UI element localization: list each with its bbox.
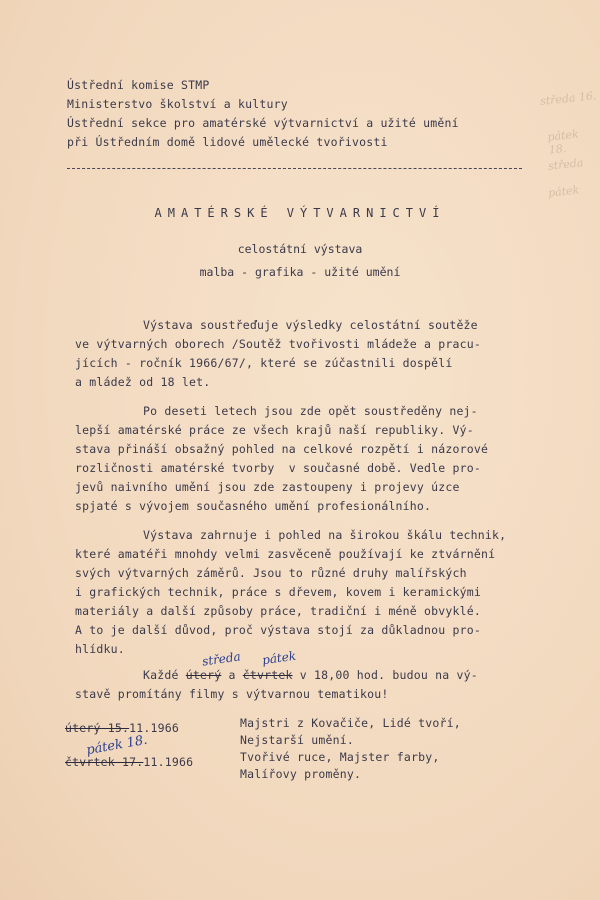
margin-ghost-2: pátek 18.	[546, 127, 580, 157]
para3-line: i grafických technik, práce s dřevem, kovem i keramickými	[75, 585, 482, 599]
handwritten-correction-patek-18: pátek 18.	[85, 732, 149, 759]
document-title: AMATÉRSKÉ VÝTVARNICTVÍ	[154, 206, 446, 220]
para1-line: ve výtvarných oborech /Soutěž tvořivosti mládeže a pracu-	[75, 337, 482, 351]
para3-line: svých výtvarných záměrů. Jsou to různé druhy malířských	[75, 566, 467, 580]
struck-word: úterý	[185, 668, 222, 682]
para2-line: lepší amatérské práce ze všech krajů naší republiky. Vý-	[75, 423, 474, 437]
para2-line: jevů naivního umění jsou zde zastoupeny i projevy úzce	[75, 480, 460, 494]
margin-ghost-1: středa 16.	[539, 89, 597, 108]
para2-line: stava přináší obsažný pohled na celkové rozpětí i názorové	[75, 442, 489, 456]
header-line-4: při Ústředním domě lidové umělecké tvořivosti	[67, 135, 388, 149]
schedule-desc: Tvořivé ruce, Majster farby,	[240, 750, 440, 764]
handwritten-correction-patek: pátek	[261, 648, 297, 668]
para2-line: rozličnosti amatérské tvorby v současné době. Vedle pro-	[75, 461, 482, 475]
schedule-desc: Majstri z Kovačiče, Lidé tvoří,	[240, 716, 461, 730]
header-divider	[67, 168, 522, 169]
margin-ghost-4: pátek	[547, 183, 580, 200]
header-line-2: Ministerstvo školství a kultury	[67, 97, 288, 111]
para1-line: jících - ročník 1966/67/, které se zúčastnili dospělí	[75, 356, 453, 370]
para1-line: Výstava soustřeďuje výsledky celostátní soutěže	[143, 318, 478, 332]
margin-ghost-3: středa	[547, 156, 585, 173]
para2-line: spjaté s vývojem současného umění profesionálního.	[75, 499, 432, 513]
para3-line: materiály a další způsoby práce, tradiční i méně obvyklé.	[75, 604, 482, 618]
schedule-desc: Malířovy proměny.	[240, 767, 362, 781]
para3-line: které amatéři mnohdy velmi zasvěceně používají ke ztvárnění	[75, 547, 496, 561]
para3-line: Výstava zahrnuje i pohled na širokou škálu technik,	[143, 528, 507, 542]
schedule-desc: Nejstarší umění.	[240, 733, 354, 747]
struck-word: čtvrtek	[242, 668, 293, 682]
subtitle-1: celostátní výstava	[237, 242, 363, 256]
para4-line-2: stavě promítány filmy s výtvarnou tematikou!	[75, 687, 389, 701]
para1-line: a mládež od 18 let.	[75, 375, 211, 389]
subtitle-2: malba - grafika - užité umění	[199, 265, 401, 279]
header-line-3: Ústřední sekce pro amatérské výtvarnictví a užité umění	[67, 116, 459, 130]
para4-line-1: Každé úterý a čtvrtek v 18,00 hod. budou na vý-	[143, 668, 478, 682]
para2-line: Po deseti letech jsou zde opět soustředěny nej-	[143, 404, 478, 418]
para3-line: hlídku.	[75, 642, 125, 656]
para3-line: A to je další důvod, proč výstava stojí za důkladnou pro-	[75, 623, 482, 637]
handwritten-correction-streda: středa	[201, 649, 242, 669]
schedule-date: úterý 15.11.1966	[65, 721, 179, 735]
schedule-date: čtvrtek 17.11.1966	[65, 755, 194, 769]
header-line-1: Ústřední komise STMP	[67, 78, 210, 92]
